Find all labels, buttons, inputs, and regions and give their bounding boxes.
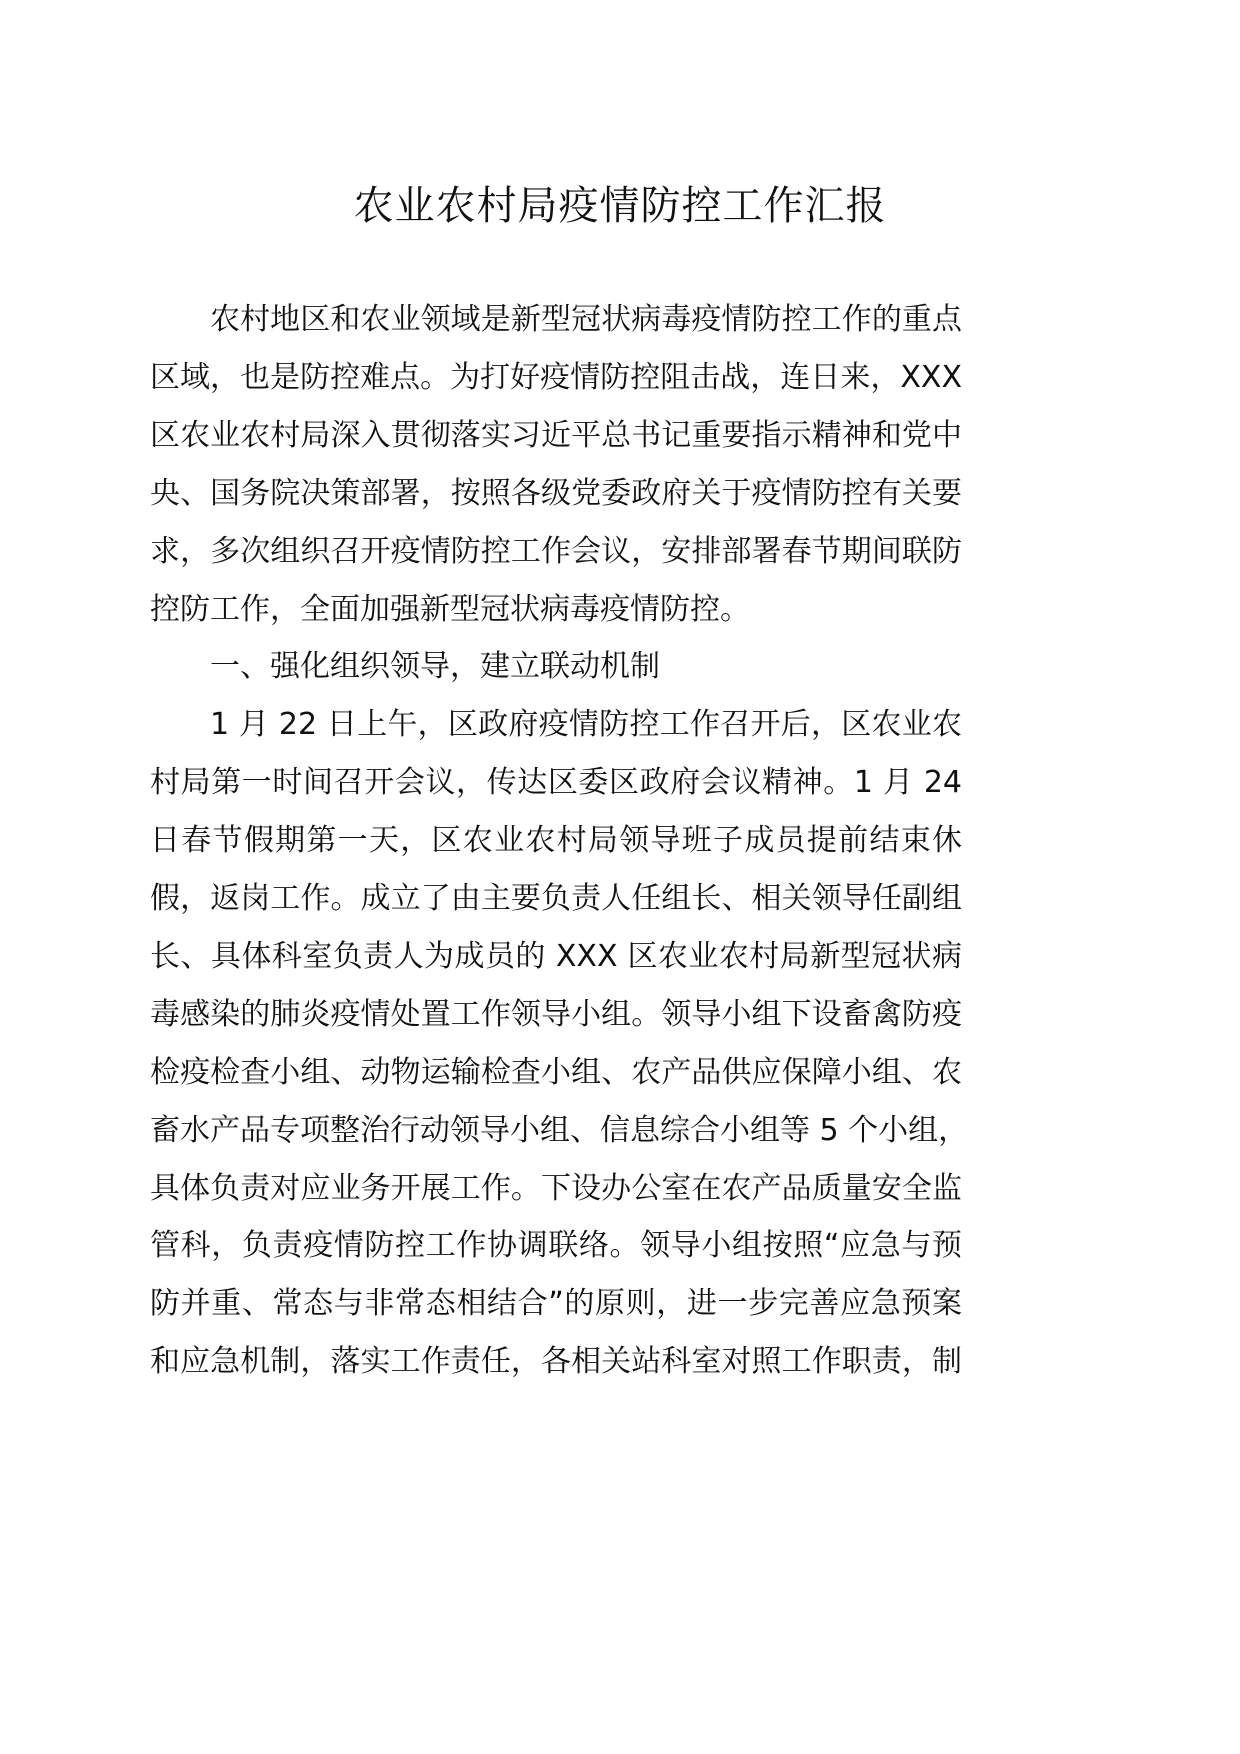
paragraph-line: 求，多次组织召开疫情防控工作会议，安排部署春节期间联防 <box>150 533 962 569</box>
paragraph-line: 控防工作，全面加强新型冠状病毒疫情防控。 <box>150 591 750 627</box>
paragraph-line: 央、国务院决策部署，按照各级党委政府关于疫情防控有关要 <box>150 475 962 511</box>
paragraph-line: 防并重、常态与非常态相结合”的原则，进一步完善应急预案 <box>150 1286 962 1322</box>
paragraph-line: 农村地区和农业领域是新型冠状病毒疫情防控工作的重点 <box>210 302 962 337</box>
paragraph-line: 长、具体科室负责人为成员的 XXX 区农业农村局新型冠状病 <box>150 938 962 974</box>
paragraph-line: 畜水产品专项整治行动领导小组、信息综合小组等 5 个小组， <box>150 1112 969 1148</box>
paragraph-line: 毒感染的肺炎疫情处置工作领导小组。领导小组下设畜禽防疫 <box>150 996 962 1032</box>
document-title: 农业农村局疫情防控工作汇报 <box>353 183 887 229</box>
paragraph-line: 区农业农村局深入贯彻落实习近平总书记重要指示精神和党中 <box>150 417 962 453</box>
section-heading: 一、强化组织领导，建立联动机制 <box>210 649 660 685</box>
paragraph-line: 检疫检查小组、动物运输检查小组、农产品供应保障小组、农 <box>150 1054 962 1090</box>
paragraph-line: 和应急机制，落实工作责任，各相关站科室对照工作职责，制 <box>150 1344 962 1380</box>
paragraph-line: 日春节假期第一天，区农业农村局领导班子成员提前结束休 <box>150 823 962 859</box>
paragraph-line: 1 月 22 日上午，区政府疫情防控工作召开后，区农业农 <box>210 707 962 743</box>
paragraph-line: 管科，负责疫情防控工作协调联络。领导小组按照“应急与预 <box>150 1228 962 1264</box>
paragraph-line: 具体负责对应业务开展工作。下设办公室在农产品质量安全监 <box>150 1170 962 1206</box>
paragraph-line: 区域，也是防控难点。为打好疫情防控阻击战，连日来，XXX <box>150 359 962 395</box>
paragraph-line: 村局第一时间召开会议，传达区委区政府会议精神。1 月 24 <box>150 765 962 801</box>
paragraph-line: 假，返岗工作。成立了由主要负责人任组长、相关领导任副组 <box>150 881 962 916</box>
